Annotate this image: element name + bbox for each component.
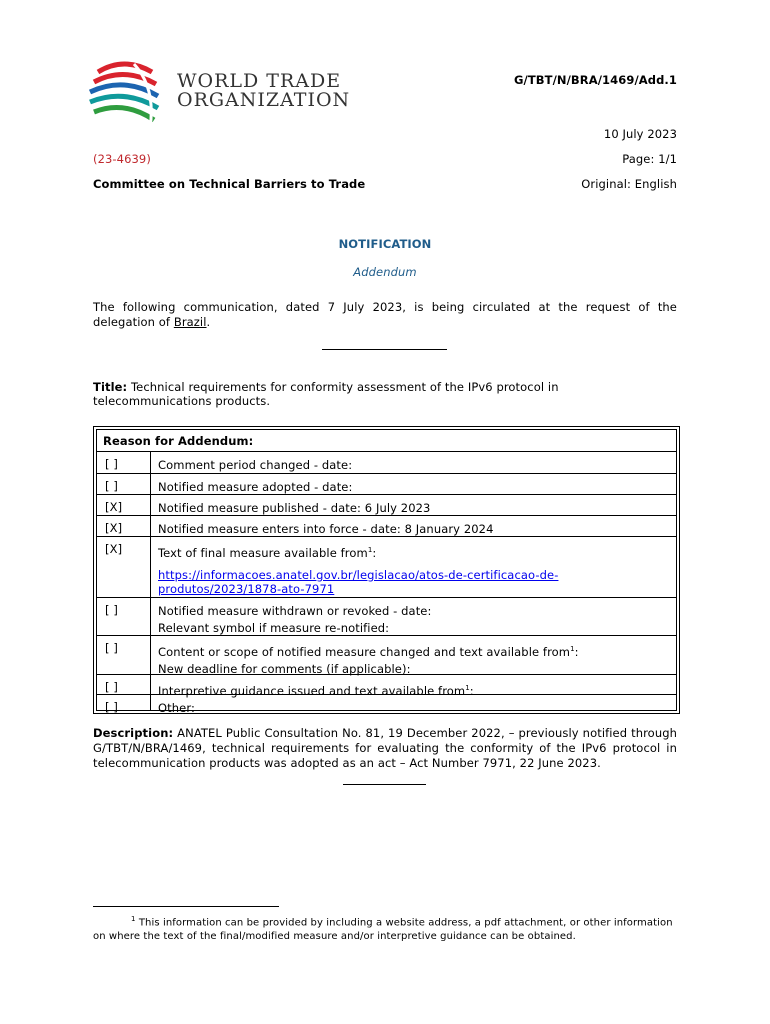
separator-line: [322, 349, 447, 350]
reason-text: Notified measure withdrawn or revoked - date:: [158, 604, 432, 618]
table-row: [97, 451, 676, 472]
measure-link[interactable]: [158, 568, 558, 596]
document-symbol: G/TBT/N/BRA/1469/Add.1: [514, 73, 677, 87]
organization-name: [177, 72, 350, 110]
footnote-ref: 1: [367, 546, 373, 554]
addendum-subtitle: Addendum: [353, 265, 417, 279]
table-row: [97, 515, 676, 536]
checkbox-mark: [X]: [105, 542, 123, 556]
footnote-text: This information can be provided by including a website address, a pdf attachment, or other information on where the text of the final/modified measure and/or interpretive guidance can be obtained.: [93, 917, 673, 943]
page-number: Page: 1/1: [622, 152, 677, 166]
reference-number: (23-4639): [93, 152, 151, 166]
reason-text-block: [158, 680, 474, 700]
table-row: [97, 536, 676, 596]
committee-name: Committee on Technical Barriers to Trade: [93, 177, 366, 191]
notification-heading: NOTIFICATION: [338, 237, 432, 251]
org-line1: WORLD TRADE: [177, 70, 342, 92]
reason-table-header: Reason for Addendum:: [103, 434, 254, 448]
footnote-ref: 1: [570, 645, 575, 653]
description-text: ANATEL Public Consultation No. 81, 19 December 2022, – previously notified through G/TBT/N/BRA/1469, technical requirements for evaluating the conformity of the IPv6 protocol in telecommunication products was adopted as an act – Act Number 7971, 22 June 2023.: [93, 726, 677, 770]
table-row: [97, 494, 676, 515]
reason-text: Notified measure adopted - date:: [158, 480, 353, 494]
intro-paragraph: [93, 300, 677, 330]
reason-text: Comment period changed - date:: [158, 458, 353, 472]
reason-text: Notified measure enters into force - date: 8 January 2024: [158, 522, 494, 536]
original-language: Original: English: [581, 177, 677, 191]
reason-text: Notified measure published - date: 6 July 2023: [158, 501, 431, 515]
reason-text: Content or scope of notified measure changed and text available from: [158, 644, 571, 659]
description-label: Description:: [93, 726, 174, 740]
checkbox-mark: [ ]: [105, 457, 118, 471]
reason-table: [93, 426, 680, 714]
wto-logo-icon: [84, 58, 174, 130]
reason-text-block: [158, 641, 579, 678]
reason-text: Interpretive guidance issued and text available from: [158, 683, 466, 698]
table-row: [97, 694, 676, 715]
member-name: Brazil: [173, 315, 207, 329]
table-column-divider: [150, 451, 151, 710]
title-text: Technical requirements for conformity assessment of the IPv6 protocol in telecommunications products.: [93, 380, 559, 408]
reason-text-block: [158, 603, 431, 637]
reason-text-secondary: Relevant symbol if measure re-notified:: [158, 621, 390, 635]
intro-text: The following communication, dated 7 July 2023, is being circulated at the request of the delegation of: [93, 300, 677, 329]
table-row: [97, 674, 676, 698]
reason-text-tail: :: [574, 644, 579, 659]
table-row: [97, 473, 676, 494]
description-paragraph: [93, 726, 677, 771]
reason-text-secondary: New deadline for comments (if applicable):: [158, 661, 411, 676]
checkbox-mark: [ ]: [105, 479, 118, 493]
footnote: [93, 912, 677, 944]
footnote-ref: 1: [465, 684, 470, 692]
checkbox-mark: [X]: [105, 500, 123, 514]
footnote-rule: [93, 906, 279, 907]
document-date: 10 July 2023: [603, 127, 677, 141]
measure-link-line2: produtos/2023/1878-ato-7971: [158, 581, 335, 596]
checkbox-mark: [X]: [105, 521, 123, 535]
reason-text: Text of final measure available from: [158, 545, 368, 560]
footnote-number: 1: [131, 915, 136, 923]
reason-text-block: [158, 542, 558, 596]
end-separator-line: [343, 784, 426, 785]
checkbox-mark: [ ]: [105, 641, 118, 655]
table-row: [97, 635, 676, 676]
checkbox-mark: [ ]: [105, 603, 118, 617]
org-line2: ORGANIZATION: [177, 89, 351, 111]
measure-link-line1: https://informacoes.anatel.gov.br/legislacao/atos-de-certificacao-de-: [158, 567, 559, 582]
checkbox-mark: [ ]: [105, 700, 118, 714]
checkbox-mark: [ ]: [105, 680, 118, 694]
reason-text-tail: :: [372, 545, 377, 560]
intro-end: .: [206, 315, 211, 329]
reason-text: Other:: [158, 701, 195, 715]
title-paragraph: [93, 380, 677, 408]
title-label: Title:: [93, 380, 128, 394]
table-row: [97, 597, 676, 635]
reason-text-tail: :: [469, 683, 474, 698]
